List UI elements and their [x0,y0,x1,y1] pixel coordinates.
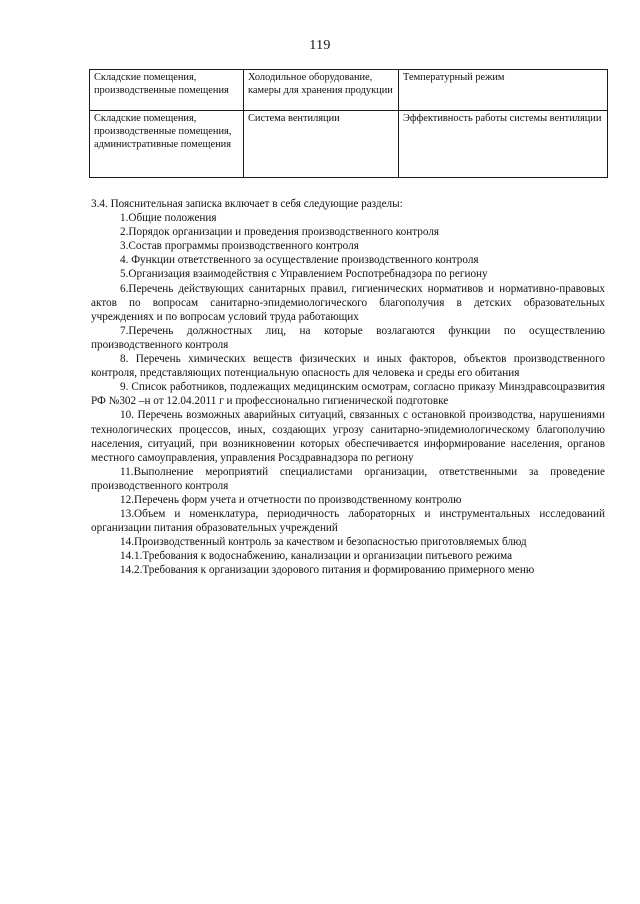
table-row [90,70,608,111]
table-cell-premises: Складские помещения, производственные помещения [90,70,244,111]
section-item: 7.Перечень должностных лиц, на которые возлагаются функции по осуществлению производственного контроля [91,324,605,351]
section-item: 8. Перечень химических веществ физических и иных факторов, объектов производственного контроля, представляющих потенциальную опасность для человека и среды его обитания [91,353,605,380]
table-cell-equipment: Холодильное оборудование, камеры для хранения продукции [244,70,399,111]
table-cell-parameter: Температурный режим [399,70,608,111]
section-item: 13.Объем и номенклатура, периодичность лабораторных и инструментальных исследований организации питания образовательных учреждений [91,508,605,535]
requirements-table [89,69,608,178]
section-item: 14.Производственный контроль за качеством и безопасностью приготовляемых блюд [120,536,527,549]
section-item: 9. Список работников, подлежащих медицинским осмотрам, согласно приказу Минздравсоцразвития РФ №302 –н от 12.04.2011 г и профессионально гигиенической подготовке [91,381,605,408]
section-item: 11.Выполнение мероприятий специалистами организации, ответственными за проведение производственного контроля [91,465,605,492]
section-item: 1.Общие положения [120,212,217,225]
section-item: 6.Перечень действующих санитарных правил, гигиенических нормативов и нормативно-правовых актов по вопросам санитарно-эпидемиологического благополучия в детских образовательных учреждениях и по вопросам условий труда работающих [91,282,605,323]
section-item: 2.Порядок организации и проведения производственного контроля [120,226,440,239]
section-item: 14.2.Требования к организации здорового питания и формированию примерного меню [120,564,535,577]
section-item: 3.Состав программы производственного контроля [120,240,359,253]
table-row [90,111,608,178]
section-item: 5.Организация взаимодействия с Управлением Роспотребнадзора по региону [120,268,488,281]
table-cell-premises: Складские помещения, производственные помещения, административные помещения [90,111,244,178]
table-cell-equipment: Система вентиляции [244,111,399,178]
explanatory-note-section [91,197,605,578]
section-item: 4. Функции ответственного за осуществление производственного контроля [120,254,479,267]
section-item: 14.1.Требования к водоснабжению, канализации и организации питьевого режима [120,550,513,563]
table-cell-parameter: Эффективность работы системы вентиляции [399,111,608,178]
page-number: 119 [309,38,331,53]
section-item: 10. Перечень возможных аварийных ситуаций, связанных с остановкой производства, нарушениями технологических процессов, иных, создающих угрозу санитарно-эпидемиологическому благополучию населения, ситуаций, при возникновении которых обеспечивается информирование населения, органов местного самоуправления, управления Росздравнадзора по региону [91,409,605,464]
section-item: 12.Перечень форм учета и отчетности по производственному контролю [120,493,462,506]
section-intro: 3.4. Пояснительная записка включает в себя следующие разделы: [91,198,403,210]
